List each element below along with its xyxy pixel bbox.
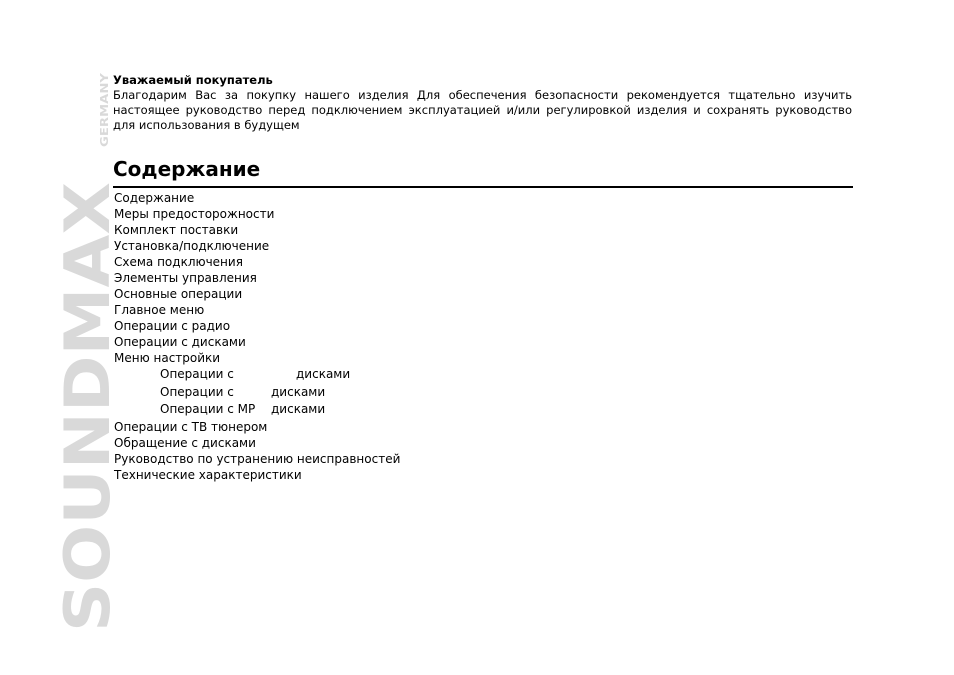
soundmax-logo	[51, 72, 124, 632]
toc-sub-item-prefix: Операции с MP	[160, 402, 256, 416]
toc-sub-item-suffix: дисками	[271, 402, 326, 416]
brand-watermark	[51, 72, 124, 632]
toc-item: Технические характеристики	[114, 467, 302, 482]
toc-sub-item-suffix: дисками	[296, 367, 351, 381]
toc-sub-item	[114, 401, 400, 419]
intro-body: Благодарим Вас за покупку нашего изделия Для обеспечения безопасности рекомендуется тщательно изучить настоящее руководство перед подключением эксплуатацией и/или регулировкой изделия и сохранять руководство для использования в будущем	[113, 88, 852, 132]
intro-heading: Уважаемый покупатель	[113, 73, 273, 87]
toc-divider	[113, 186, 853, 188]
toc-item: Основные операции	[114, 287, 243, 301]
toc-item: Операции с ТВ тюнером	[114, 419, 268, 434]
toc-item: Руководство по устранению неисправностей	[114, 451, 401, 466]
toc-sub-item-suffix: дисками	[271, 384, 326, 399]
toc-sub-item-prefix: Операции с	[160, 367, 234, 381]
toc-item: Схема подключения	[114, 255, 243, 269]
toc-item: Комплект поставки	[114, 223, 239, 237]
toc-item: Меры предосторожности	[114, 207, 275, 221]
toc-item: Операции с радио	[114, 319, 231, 333]
toc-item: Меню настройки	[114, 351, 221, 365]
toc-sub-item	[114, 366, 400, 384]
intro-section	[113, 73, 852, 133]
toc-item: Обращение с дисками	[114, 435, 256, 450]
toc-item: Операции с дисками	[114, 335, 246, 349]
brand-name: SOUNDMAX	[51, 223, 124, 632]
toc-list	[114, 190, 400, 483]
toc-item: Главное меню	[114, 303, 205, 317]
toc-item: Содержание	[114, 191, 195, 205]
toc-item: Установка/подключение	[114, 239, 270, 253]
toc-item: Элементы управления	[114, 271, 257, 285]
toc-sub-item-prefix: Операции с	[160, 384, 234, 399]
toc-sub-item	[114, 384, 400, 402]
toc-title: Содержание	[113, 157, 261, 181]
brand-sub: GERMANY	[98, 85, 111, 147]
